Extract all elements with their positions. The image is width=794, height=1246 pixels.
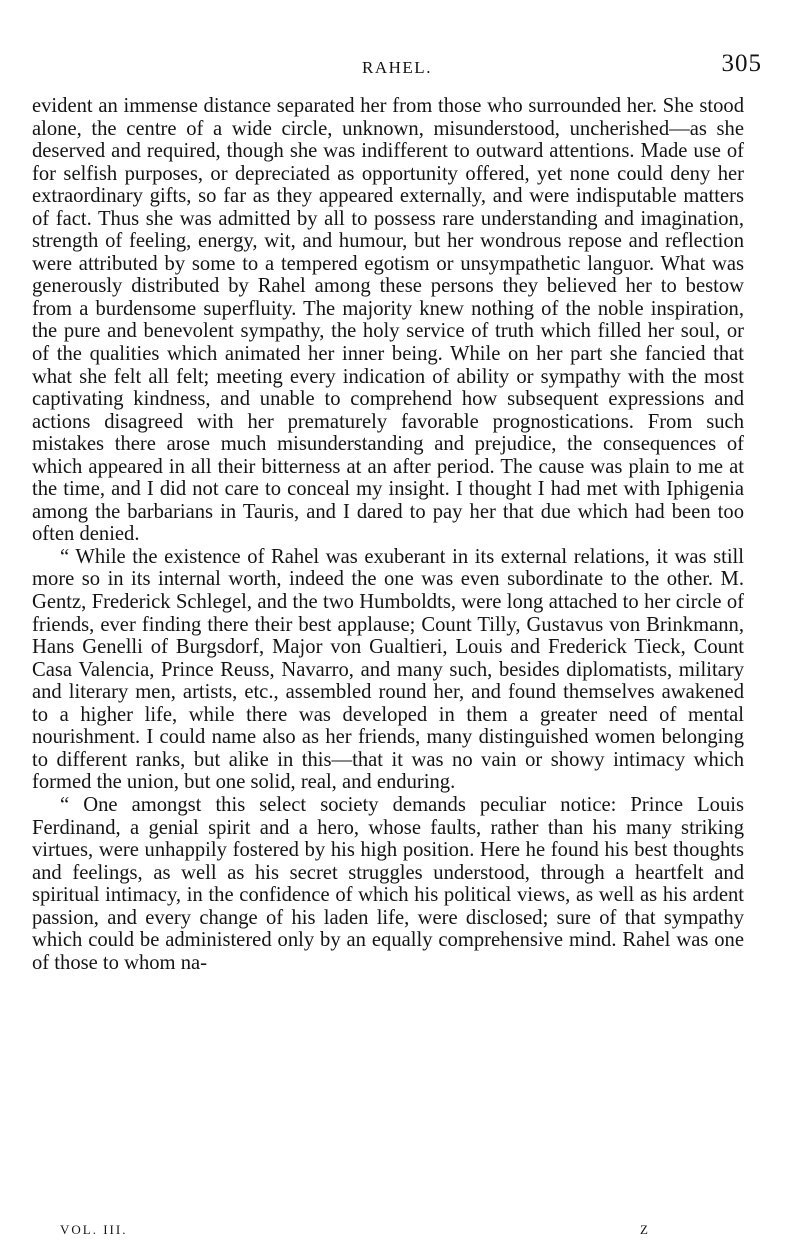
signature-mark: Z bbox=[640, 1222, 650, 1237]
page-number: 305 bbox=[721, 50, 762, 77]
paragraph-3: “ One amongst this select society demands peculiar notice: Prince Louis Ferdinand, a genial spirit and a hero, whose faults, rather than his many striking virtues, were unhappily fostered by his high position. Here he found his best thoughts and feelings, as well as his secret struggles understood, through a heartfelt and spiritual intimacy, in the confidence of which his political views, as well as his ardent passion, and every change of his laden life, were disclosed; sure of that sympathy which could be administered only by an equally comprehensive mind. Rahel was one of those to whom na- bbox=[32, 793, 744, 974]
body-text bbox=[32, 95, 744, 974]
paragraph-1: evident an immense distance separated her from those who surrounded her. She stood alone, the centre of a wide circle, unknown, misunderstood, uncherished—as she deserved and required, though she was indifferent to outward attentions. Made use of for selfish purposes, or depreciated as opportunity offered, yet none could deny her extraordinary gifts, so far as they appeared externally, and were indisputable matters of fact. Thus she was admitted by all to possess rare understanding and imagination, strength of feeling, energy, wit, and humour, but her wondrous repose and reflection were attributed by some to a tempered egotism or unsympathetic languor. What was generously distributed by Rahel among these persons they believed her to bestow from a burdensome superfluity. The majority knew nothing of the noble inspiration, the pure and benevolent sympathy, the holy service of truth which filled her soul, or of the qualities which animated her inner being. While on her part she fancied that what she felt all felt; meeting every indication of ability or sympathy with the most captivating kindness, and unable to comprehend how subsequent expressions and actions disagreed with her prematurely favorable prognostications. From such mistakes there arose much misunderstanding and prejudice, the consequences of which appeared in all their bitterness at an after period. The cause was plain to me at the time, and I did not care to conceal my insight. I thought I had met with Iphigenia among the barbarians in Tauris, and I dared to pay her that due which had been too often denied. bbox=[32, 95, 744, 546]
page-header bbox=[32, 50, 762, 80]
volume-mark: VOL. III. bbox=[60, 1222, 128, 1237]
paragraph-2: “ While the existence of Rahel was exuberant in its external relations, it was still more so in its internal worth, indeed the one was even subordinate to the other. M. Gentz, Frederick Schlegel, and the two Humboldts, were long attached to her circle of friends, ever finding there their best applause; Count Tilly, Gustavus von Brinkmann, Hans Genelli of Burgsdorf, Major von Gualtieri, Louis and Frederick Tieck, Count Casa Valencia, Prince Reuss, Navarro, and many such, besides diplomatists, military and literary men, artists, etc., assembled round her, and found themselves awakened to a higher life, while there was developed in them a greater need of mental nourishment. I could name also as her friends, many distinguished women belonging to different ranks, but alike in this—that it was no vain or showy intimacy which formed the union, but one solid, real, and enduring. bbox=[32, 545, 744, 794]
page-footer bbox=[32, 1222, 744, 1242]
running-title: RAHEL. bbox=[362, 58, 432, 77]
